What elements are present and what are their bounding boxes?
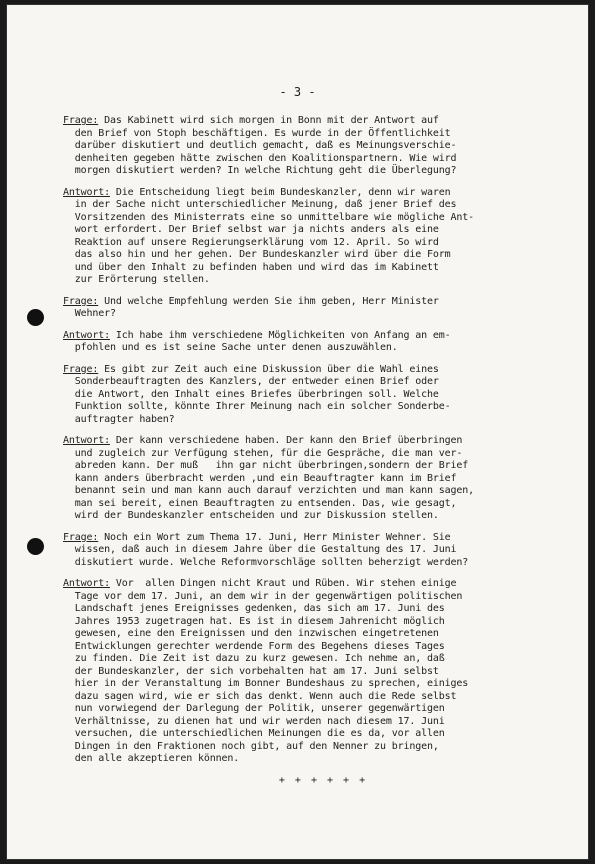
text-line: Sonderbeauftragten des Kanzlers, der entweder einen Brief oder [63, 376, 439, 387]
text-line: die Antwort, den Inhalt eines Briefes überbringen soll. Welche [63, 388, 439, 400]
speaker-label: Frage: [63, 115, 99, 126]
speaker-label: Frage: [63, 363, 99, 375]
speaker-label: Frage: [63, 531, 99, 543]
text-line: wird der Bundeskanzler entscheiden und zur Diskussion stellen. [63, 510, 439, 521]
text-line: Dingen in den Fraktionen noch gibt, auf den Nenner zu bringen, [63, 740, 439, 752]
text-line: gewesen, eine den Ereignissen und den inzwischen eingetretenen [63, 628, 439, 639]
text-line: diskutiert wurde. Welche Reformvorschläge sollten beherzigt werden? [63, 556, 469, 568]
text-line: denheiten gegeben hätte zwischen den Koalitionspartnern. Wie wird [63, 152, 457, 164]
punch-hole-top [27, 309, 44, 326]
text-line: versuchen, die unterschiedlichen Meinungen die es da, vor allen [63, 728, 445, 739]
text-line [63, 364, 583, 377]
interview-transcript [63, 115, 583, 787]
text-line: wissen, daß auch in diesem Jahre über die Gestaltung des 17. Juni [63, 544, 457, 555]
text-line: in der Sache nicht unterschiedlicher Meinung, daß jener Brief des [63, 199, 457, 210]
text-line: und über den Inhalt zu befinden haben und wird das im Kabinett [63, 261, 439, 273]
text-line: morgen diskutiert werden? In welche Richtung geht die Überlegung? [63, 165, 457, 176]
text-line: man sei bereit, einen Beauftragten zu entsenden. Das, wie gesagt, [63, 497, 457, 509]
question-block [63, 532, 583, 570]
text-line [63, 187, 583, 200]
speaker-label: Antwort: [63, 435, 110, 446]
text-line: den Brief von Stoph beschäftigen. Es wurde in der Öffentlichkeit [63, 127, 451, 139]
text-line [63, 578, 583, 591]
text-line: kann anders überbracht werden ,und ein Beauftragter kann im Brief [63, 472, 457, 484]
text-line [63, 330, 583, 343]
text-line: den alle akzeptieren können. [63, 753, 240, 764]
text-line-content: Vor allen Dingen nicht Kraut und Rüben. Wir stehen einige [109, 578, 457, 589]
text-line: zur Erörterung stellen. [63, 274, 210, 285]
text-line: nun vorwiegend der Darlegung der Politik, unserer gegenwärtigen [63, 703, 445, 714]
end-mark: + + + + + + [278, 774, 368, 786]
question-block [63, 364, 583, 427]
text-line: hier in der Veranstaltung im Bonner Bundeshaus zu sprechen, einiges [63, 678, 469, 689]
text-line [63, 532, 583, 545]
answer-block [63, 578, 583, 766]
text-line-content: Ich habe ihm verschiedene Möglichkeiten von Anfang an em- [109, 329, 451, 341]
text-line [63, 296, 583, 309]
text-line: Tage vor dem 17. Juni, an dem wir in der gegenwärtigen politischen [63, 590, 463, 602]
speaker-label: Frage: [63, 295, 99, 307]
question-block [63, 296, 583, 321]
text-line: Entwicklungen gerechter werdende Form des Begehens dieses Tages [63, 640, 445, 652]
answer-block [63, 435, 583, 523]
answer-block [63, 330, 583, 355]
text-line-content: Noch ein Wort zum Thema 17. Juni, Herr Minister Wehner. Sie [98, 531, 451, 543]
text-line: Reaktion auf unsere Regierungserklärung vom 12. April. So wird [63, 236, 439, 248]
text-line [63, 115, 583, 128]
text-line: Funktion sollte, könnte Ihrer Meinung nach ein solcher Sonderbe- [63, 401, 451, 412]
text-line: pfohlen und es ist seine Sache unter denen auszuwählen. [63, 342, 398, 353]
text-line: abreden kann. Der muß ihn gar nicht überbringen,sondern der Brief [63, 460, 469, 471]
page-number: - 3 - [279, 85, 316, 99]
question-block [63, 115, 583, 178]
text-line: Verhältnisse, zu dienen hat und wir werden nach diesem 17. Juni [63, 715, 445, 727]
text-line: benannt sein und man kann auch darauf verzichten und man kann sagen, [63, 485, 474, 496]
text-line: Landschaft jenes Ereignisses gedenken, das sich am 17. Juni des [63, 603, 445, 614]
text-line: der Bundeskanzler, der sich vorbehalten hat am 17. Juni selbst [63, 665, 439, 677]
text-line: Wehner? [63, 308, 116, 319]
text-line: auftragter haben? [63, 413, 175, 425]
text-line: und zugleich zur Verfügung stehen, für die Gespräche, die man ver- [63, 447, 463, 459]
text-line-content: Der kann verschiedene haben. Der kann den Brief überbringen [109, 435, 463, 446]
text-line-content: Und welche Empfehlung werden Sie ihm geben, Herr Minister [98, 295, 439, 307]
text-line-content: Die Entscheidung liegt beim Bundeskanzler, denn wir waren [109, 186, 451, 198]
text-line: zu finden. Die Zeit ist dazu zu kurz gewesen. Ich nehme an, daß [63, 653, 445, 664]
text-line: Vorsitzenden des Ministerrats eine so unmittelbare wie mögliche Ant- [63, 211, 474, 223]
text-line: wort erfordert. Der Brief selbst war ja nichts anders als eine [63, 224, 439, 235]
text-line [63, 435, 583, 448]
document-page [6, 4, 589, 860]
text-line: darüber diskutiert und deutlich gemacht, daß es Meinungsverschie- [63, 140, 457, 151]
text-line-content: Das Kabinett wird sich morgen in Bonn mit der Antwort auf [98, 115, 439, 126]
punch-hole-bottom [27, 538, 44, 555]
answer-block [63, 187, 583, 287]
speaker-label: Antwort: [63, 186, 110, 198]
text-line-content: Es gibt zur Zeit auch eine Diskussion über die Wahl eines [98, 363, 439, 375]
text-line: dazu sagen wird, wie er sich das denkt. Wenn auch die Rede selbst [63, 690, 457, 702]
speaker-label: Antwort: [63, 578, 110, 589]
speaker-label: Antwort: [63, 329, 110, 341]
text-line: das also hin und her gehen. Der Bundeskanzler wird über die Form [63, 249, 451, 260]
text-line: Jahres 1953 zugetragen hat. Es ist in diesem Jahrenicht möglich [63, 615, 445, 627]
